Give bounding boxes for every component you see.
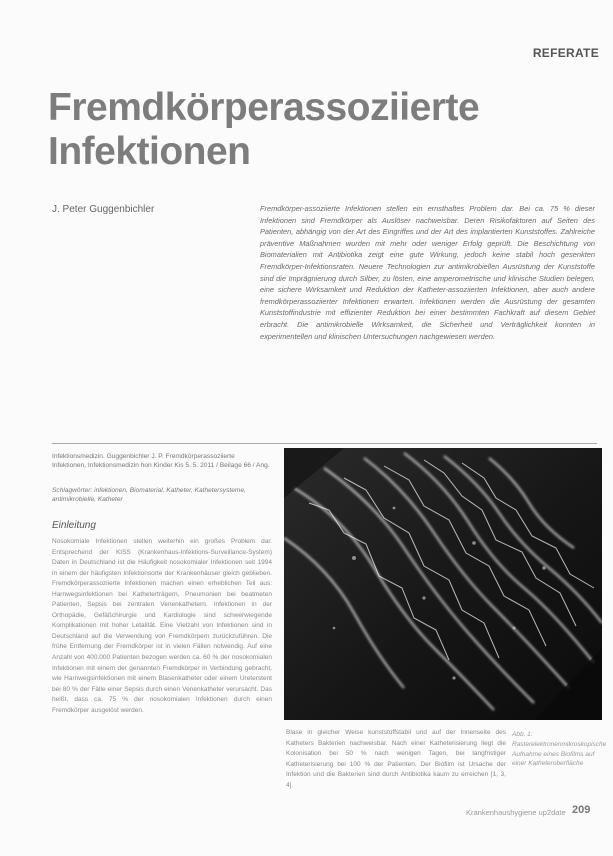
body-text-left-column: Nosokomiale Infektionen stellen weiterhin ein großes Problem dar. Entsprechend der KISS (Krankenhaus-Infektions-Surveillance-System) Daten in Deutschland ist die Häufigkeit nosokomialer Infektionen seit 1994 in einem der häufigsten Infektionsorte der Krankenhäuser gleich geblieben. Fremdkörperassoziierte Infektionen machen einen erheblichen Teil aus: Harnwegsinfektionen bei Katheterträgern, Pneumonien bei beatmeten Patienten, Sepsis bei zentralen Venenkathetern. Infektionen in der Orthopädie, Gefäßchirurgie und Kardiologie sind schwerwiegende Komplikationen mit hoher Letalität. Eine Vielzahl von Infektionen sind in Deutschland auf die Verwendung von Fremdkörpern zurückzuführen. Die frühe Entfernung der Fremdkörper ist in vielen Fällen notwendig. Auf eine Anzahl von 400.000 Patienten bezogen werden ca. 60 % der nosokomialen Infektionen mit einem der genannten Fremdkörper in Verbindung gebracht, wie Harnwegsinfektionen mit einem Blasenkatheter oder einem Ureterstent bei 80 % der Fälle einer Sepsis durch einen Venenkatheter verursacht. Das heißt, dass ca. 75 % der nosokomialen Infektionen durch einen Fremdkörper ausgelöst werden. bbox=[52, 538, 272, 714]
title-line-1: Fremdkörperassoziierte bbox=[48, 86, 480, 129]
micrograph-image bbox=[284, 448, 602, 720]
section-heading: Einleitung bbox=[52, 520, 96, 531]
figure-caption: Abb. 1: Rasterelektronenmikroskopische Aufnahme eines Biofilms auf einer Katheteroberfläche bbox=[512, 731, 607, 768]
citation: Infektionsmedizin. Guggenbichler J. P. Fremdkörperassoziierte Infektionen, Infektionsmedizin hon Kinder Kis 5. 5. 2011 / Beilage 66 / Ang. bbox=[52, 453, 270, 470]
abstract: Fremdkörper-assoziierte Infektionen stellen ein ernsthaftes Problem dar. Bei ca. 75 % dieser Infektionen sind Fremdkörper als Auslöser nachweisbar. Deren Risikofaktoren auf Seiten des Patienten, abhängig von der Art des Eingriffes und der Art des implantierten Kunststoffes. Zahlreiche präventive Maßnahmen wurden mit mehr oder weniger Erfolg geprüft. Die Beschichtung von Biomaterialien mit Antibiotika zeigt eine gute Wirkung, jedoch keine stabil hoch gesenkten Fremdkörper-Infektionsraten. Neuere Technologien zur antimikrobiellen Ausrüstung der Kunststoffe sind die Imprägnierung durch Silber, zu lösten, eine amperometrische und klinische Studien belegen, eine sichere Wirksamkeit und Reduktion der Katheter-assoziierten Infektionen, aber auch andere fremdkörperassoziierter Infektionen erwarten. Infektionen werden die Ausrüstung der gesamten Kunststoffindustrie mit effizienter Reduktion bei einer bestimmten Fachkraft auf diesem Gebiet erbracht. Die antimikrobielle Wirksamkeit, die Sicherheit und Verträglichkeit konnten in experimentellen und klinischen Untersuchungen nachgewiesen werden. bbox=[260, 204, 595, 341]
body-text-middle-column: Blase in gleicher Weise kunststoffstabil und auf der Innenseite des Katheters Bakterien nachweisbar. Nach einer Katheterisierung liegt die Kolonisation bei 50 % nach wenigen Tagen, bei langfristiger Katheterisierung bei 100 % der Patienten. Der Biofilm ist Ursache der Infektion und die Bakterien sind durch Antibiotika kaum zu erreichen [1, 3, 4]. bbox=[286, 729, 506, 789]
micrograph-figure bbox=[284, 448, 602, 720]
journal-name: Krankenhaushygiene up2date bbox=[466, 808, 566, 817]
article-title bbox=[48, 86, 568, 174]
divider bbox=[52, 443, 597, 444]
page-number: 209 bbox=[572, 804, 591, 816]
section-label: REFERATE bbox=[532, 46, 599, 60]
title-line-2: Infektionen bbox=[48, 130, 251, 173]
author-name: J. Peter Guggenbichler bbox=[52, 204, 155, 215]
keywords: Schlagwörter: infektionen, Biomaterial, Katheter, Kathetersysteme, antimikrobielle, Katheter bbox=[52, 487, 246, 504]
